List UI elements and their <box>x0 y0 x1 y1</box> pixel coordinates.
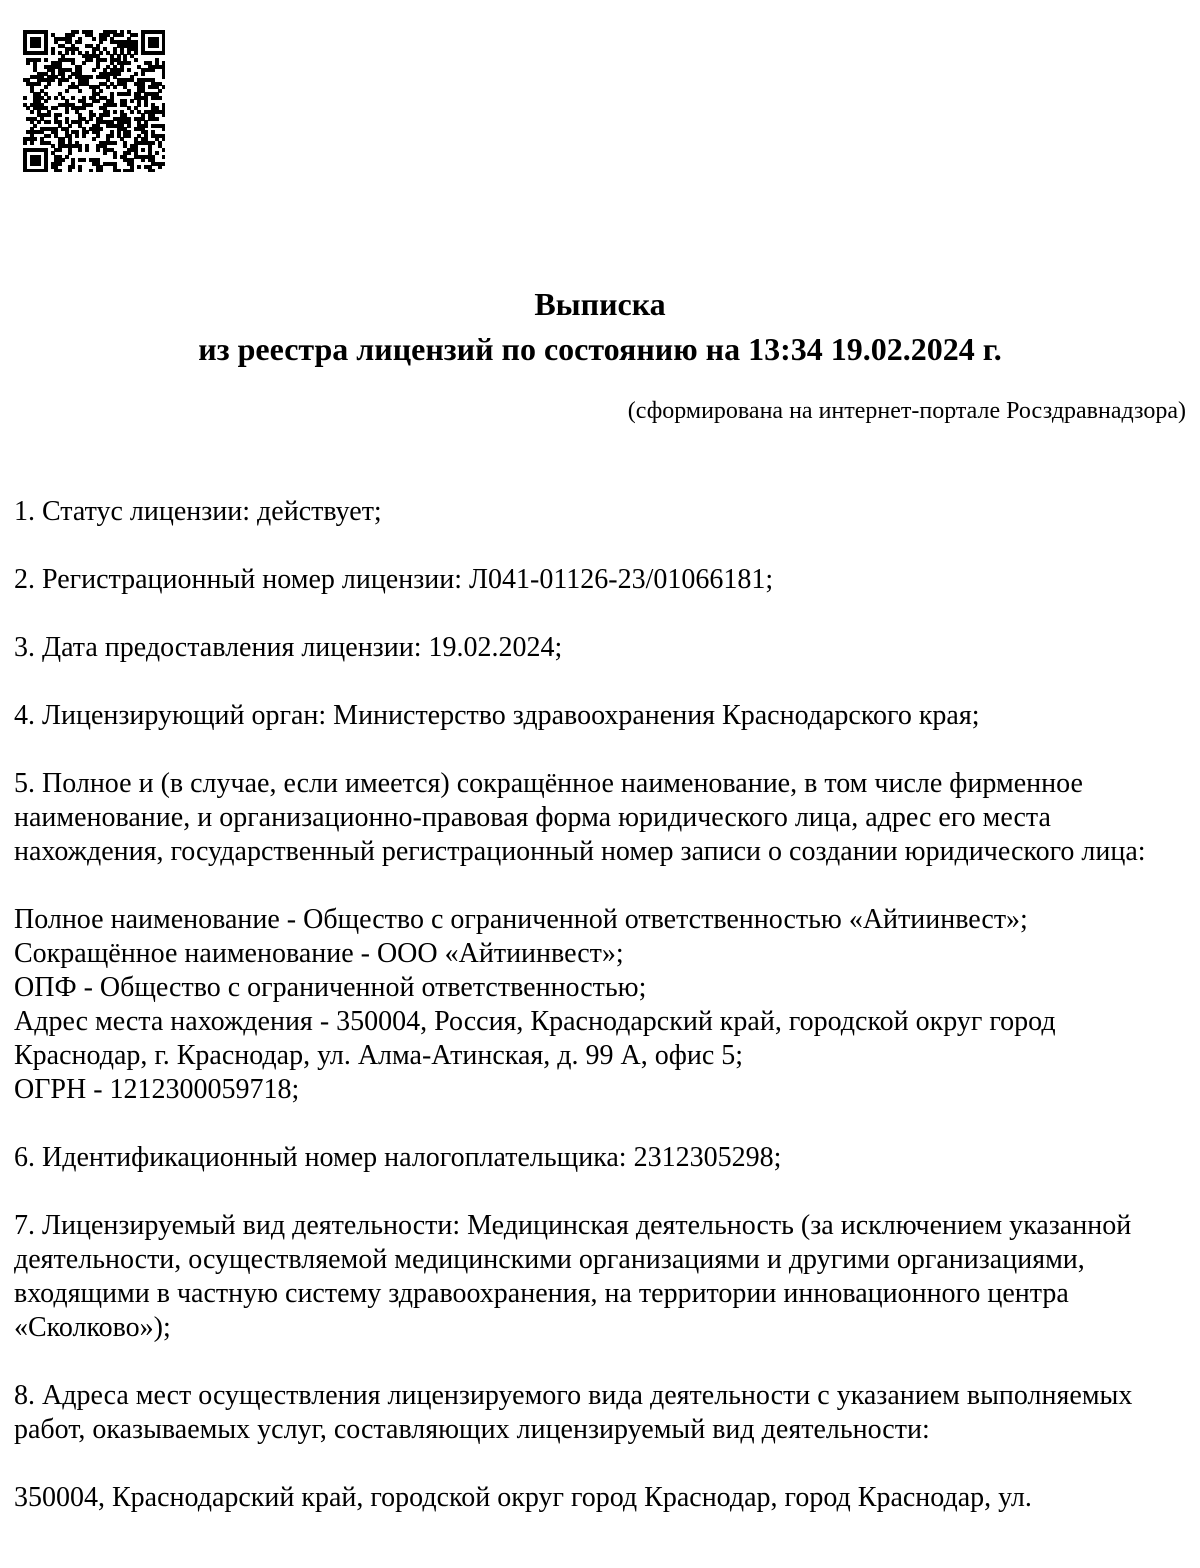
text-line: 4. Лицензирующий орган: Министерство здравоохранения Краснодарского края; <box>14 700 980 731</box>
text-line: 6. Идентификационный номер налогоплательщика: 2312305298; <box>14 1142 782 1173</box>
paragraph-1 <box>14 495 1192 529</box>
text-line: нахождения, государственный регистрационный номер записи о создании юридического лица: <box>14 836 1146 867</box>
paragraph-10 <box>14 1481 1192 1515</box>
paragraph-6 <box>14 903 1192 1107</box>
text-line: Адрес места нахождения - 350004, Россия, Краснодарский край, городской округ город <box>14 1006 1056 1037</box>
text-line: 8. Адреса мест осуществления лицензируемого вида деятельности с указанием выполняемых <box>14 1380 1133 1411</box>
paragraph-4 <box>14 699 1192 733</box>
document-title <box>0 282 1200 372</box>
paragraph-5 <box>14 767 1192 869</box>
text-line: 350004, Краснодарский край, городской округ город Краснодар, город Краснодар, ул. <box>14 1482 1032 1513</box>
text-line: наименование, и организационно-правовая форма юридического лица, адрес его места <box>14 802 1051 833</box>
text-line: Полное наименование - Общество с ограниченной ответственностью «Айтиинвест»; <box>14 904 1028 935</box>
text-line: деятельности, осуществляемой медицинскими организациями и другими организациями, <box>14 1244 1085 1275</box>
text-line: входящими в частную систему здравоохранения, на территории инновационного центра <box>14 1278 1069 1309</box>
text-line: работ, оказываемых услуг, составляющих лицензируемый вид деятельности: <box>14 1414 930 1445</box>
text-line: Сокращённое наименование - ООО «Айтиинвест»; <box>14 938 624 969</box>
paragraph-8 <box>14 1209 1192 1345</box>
document-title-line1: Выписка <box>534 286 666 322</box>
document-subtitle: (сформирована на интернет-портале Росздравнадзора) <box>627 398 1186 424</box>
paragraph-2 <box>14 563 1192 597</box>
paragraph-7 <box>14 1141 1192 1175</box>
document-body <box>14 495 1192 1549</box>
text-line: 1. Статус лицензии: действует; <box>14 496 382 527</box>
qr-code <box>23 30 165 172</box>
text-line: Краснодар, г. Краснодар, ул. Алма-Атинская, д. 99 А, офис 5; <box>14 1040 744 1071</box>
paragraph-9 <box>14 1379 1192 1447</box>
text-line: ОПФ - Общество с ограниченной ответственностью; <box>14 972 647 1003</box>
text-line: ОГРН - 1212300059718; <box>14 1074 300 1105</box>
text-line: «Сколково»); <box>14 1312 171 1343</box>
text-line: 7. Лицензируемый вид деятельности: Медицинская деятельность (за исключением указанной <box>14 1210 1132 1241</box>
text-line: 3. Дата предоставления лицензии: 19.02.2024; <box>14 632 563 663</box>
text-line: 5. Полное и (в случае, если имеется) сокращённое наименование, в том числе фирменное <box>14 768 1083 799</box>
paragraph-3 <box>14 631 1192 665</box>
text-line: 2. Регистрационный номер лицензии: Л041-01126-23/01066181; <box>14 564 774 595</box>
document-title-line2: из реестра лицензий по состоянию на 13:34 19.02.2024 г. <box>198 331 1002 367</box>
